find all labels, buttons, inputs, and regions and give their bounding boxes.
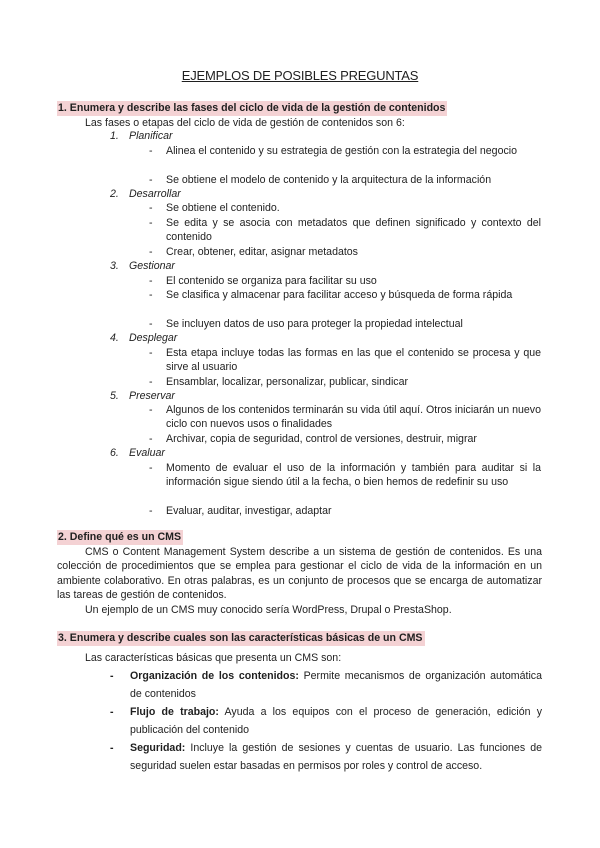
feature-item [130,703,542,739]
question-3-intro: Las características básicas que presenta un CMS son: [85,652,342,664]
list-dash: - [149,145,153,157]
phase-item: Se incluyen datos de uso para proteger la propiedad intelectual [166,318,463,330]
list-dash: - [149,318,153,330]
phase-name: Gestionar [129,260,175,272]
feature-label: Seguridad: [130,742,186,754]
feature-text: Incluye la gestión de sesiones y cuentas de usuario. Las funciones de seguridad suelen estar basadas en permisos por roles y control de acceso. [130,742,542,772]
phase-name: Preservar [129,390,175,402]
feature-label: Organización de los contenidos: [130,670,299,682]
feature-text: Ayuda a los equipos con el proceso de generación, edición y publicación del contenido [130,706,542,736]
list-dash: - [149,275,153,287]
list-dash: - [149,404,153,416]
list-dash: - [149,202,153,214]
phase-item: Momento de evaluar el uso de la información y también para auditar si la información sigue siendo útil a la fecha, o bien hemos de redefinir su uso [166,462,541,489]
phase-item: Se clasifica y almacenar para facilitar acceso y búsqueda de forma rápida [166,289,513,301]
phase-item: Se obtiene el contenido. [166,202,280,214]
list-dash: - [149,433,153,445]
cms-example: Un ejemplo de un CMS muy conocido sería WordPress, Drupal o PrestaShop. [85,604,452,616]
phase-number: 6. [110,447,119,459]
phase-item: Alinea el contenido y su estrategia de gestión con la estrategia del negocio [166,145,518,157]
page-title: EJEMPLOS DE POSIBLES PREGUNTAS [181,68,419,83]
list-dash: - [149,376,153,388]
phase-number: 5. [110,390,119,402]
phase-name: Planificar [129,130,173,142]
phase-item: Evaluar, auditar, investigar, adaptar [166,505,332,517]
phase-number: 2. [110,188,119,200]
question-1-heading: 1. Enumera y describe las fases del ciclo de vida de la gestión de contenidos [58,102,446,114]
phase-name: Desarrollar [129,188,181,200]
list-dash: - [110,670,114,682]
feature-item [130,739,542,775]
list-dash: - [149,347,153,359]
phase-item: Algunos de los contenidos terminarán su vida útil aquí. Otros iniciarán un nuevo ciclo con nuevos usos o finalidades [166,404,541,431]
phase-item: Archivar, copia de seguridad, control de versiones, destruir, migrar [166,433,477,445]
phase-number: 3. [110,260,119,272]
phase-name: Evaluar [129,447,165,459]
phase-name: Desplegar [129,332,178,344]
question-2-heading: 2. Define qué es un CMS [58,531,182,543]
cms-definition-paragraph: CMS o Content Management System describe a un sistema de gestión de contenidos. Es una colección de procedimientos que se emplea para gestionar el ciclo de vida de la información en un ambiente colaborativo. En otras palabras, es un conjunto de procesos que se encarga de automatizar las tareas de gestión de contenidos. [57,546,542,601]
phase-item: Ensamblar, localizar, personalizar, publicar, sindicar [166,376,409,388]
list-dash: - [110,706,114,718]
phase-item: Crear, obtener, editar, asignar metadatos [166,246,358,258]
phase-item: El contenido se organiza para facilitar su uso [166,275,377,287]
list-dash: - [149,246,153,258]
list-dash: - [149,462,153,474]
question-1-intro: Las fases o etapas del ciclo de vida de gestión de contenidos son 6: [85,117,405,129]
list-dash: - [149,505,153,517]
phase-number: 4. [110,332,119,344]
list-dash: - [149,174,153,186]
feature-text: Permite mecanismos de organización automática de contenidos [130,670,542,700]
list-dash: - [149,217,153,229]
phase-item: Se edita y se asocia con metadatos que definen significado y contexto del contenido [166,217,541,244]
phase-item: Esta etapa incluye todas las formas en las que el contenido se procesa y que sirve al usuario [166,347,541,374]
phase-number: 1. [110,130,119,142]
feature-label: Flujo de trabajo: [130,706,219,718]
phase-item: Se obtiene el modelo de contenido y la arquitectura de la información [166,174,492,186]
list-dash: - [149,289,153,301]
feature-item [130,667,542,703]
question-3-heading: 3. Enumera y describe cuales son las características básicas de un CMS [58,632,423,644]
list-dash: - [110,742,114,754]
